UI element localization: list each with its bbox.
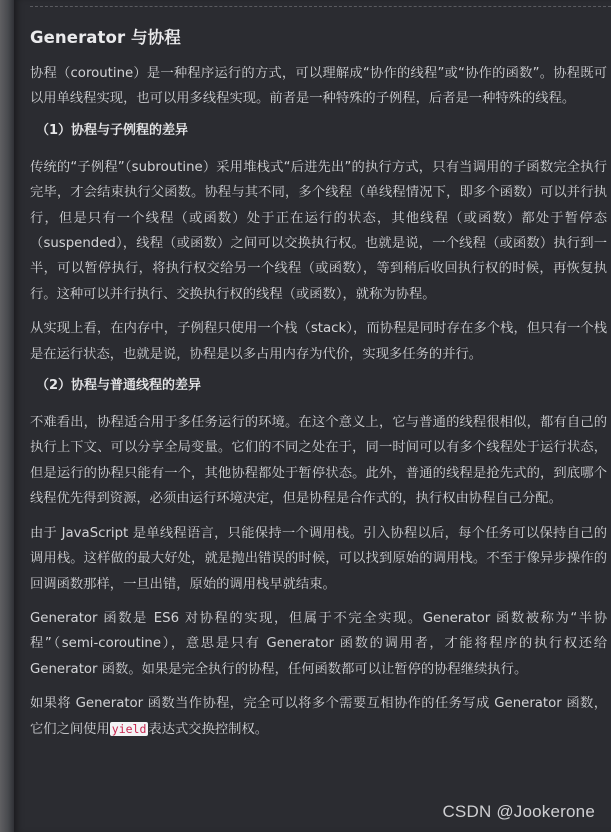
- section2-paragraph-1: 不难看出，协程适合用于多任务运行的环境。在这个意义上，它与普通的线程很相似，都有自己的执行上下文、可以分享全局变量。它们的不同之处在于，同一时间可以有多个线程处于运行状态，但是运行的协程只能有一个，其他协程都处于暂停状态。此外，普通的线程是抢先式的，到底哪个线程优先得到资源，必须由运行环境决定，但是协程是合作式的，执行权由协程自己分配。: [30, 415, 607, 507]
- section1-paragraph-2: 从实现上看，在内存中，子例程只使用一个栈（stack），而协程是同时存在多个栈，但只有一个栈是在运行状态，也就是说，协程是以多占用内存为代价，实现多任务的并行。: [30, 321, 607, 362]
- section2-paragraph-2: 由于 JavaScript 是单线程语言，只能保持一个调用栈。引入协程以后，每个任务可以保持自己的调用栈。这样做的最大好处，就是抛出错误的时候，可以找到原始的调用栈。不至于像异步操作的回调函数那样，一旦出错，原始的调用栈早就结束。: [30, 525, 607, 592]
- section1-paragraph-1: 传统的“子例程”（subroutine）采用堆栈式“后进先出”的执行方式，只有当调用的子函数完全执行完毕，才会结束执行父函数。协程与其不同，多个线程（单线程情况下，即多个函数）可以并行执行，但是只有一个线程（或函数）处于正在运行的状态，其他线程（或函数）都处于暂停态（suspended），线程（或函数）之间可以交换执行权。也就是说，一个线程（或函数）执行到一半，可以暂停执行，将执行权交给另一个线程（或函数），等到稍后收回执行权的时候，再恢复执行。这种可以并行执行、交换执行权的线程（或函数），就称为协程。: [30, 159, 607, 302]
- section2-heading: （2）协程与普通线程的差异: [36, 378, 202, 394]
- section1-heading: （1）协程与子例程的差异: [36, 122, 189, 138]
- csdn-watermark: CSDN @Jookerone: [442, 802, 595, 821]
- article-panel: [14, 0, 611, 832]
- section2-paragraph-3: Generator 函数是 ES6 对协程的实现，但属于不完全实现。Generator 函数被称为“半协程”（semi-coroutine），意思是只有 Generator 函数的调用者，才能将程序的执行权还给 Generator 函数。如果是完全执行的协程，任何函数都可以让暂停的协程继续执行。: [30, 610, 607, 677]
- article-body: [30, 24, 607, 751]
- paragraph-text-after-code: 表达式交换控制权。: [148, 721, 269, 737]
- inline-code-yield: yield: [111, 721, 147, 736]
- intro-paragraph: 协程（coroutine）是一种程序运行的方式，可以理解成“协作的线程”或“协作的函数”。协程既可以用单线程实现，也可以用多线程实现。前者是一种特殊的子例程，后者是一种特殊的线程。: [30, 66, 607, 107]
- section2-paragraph-4: [30, 691, 607, 742]
- paragraph-text-before-code: 如果将 Generator 函数当作协程，完全可以将多个需要互相协作的任务写成 Generator 函数，它们之间使用: [30, 696, 607, 737]
- top-divider: [30, 6, 611, 7]
- article-title: Generator 与协程: [30, 28, 181, 47]
- left-edge-strip: [0, 0, 14, 832]
